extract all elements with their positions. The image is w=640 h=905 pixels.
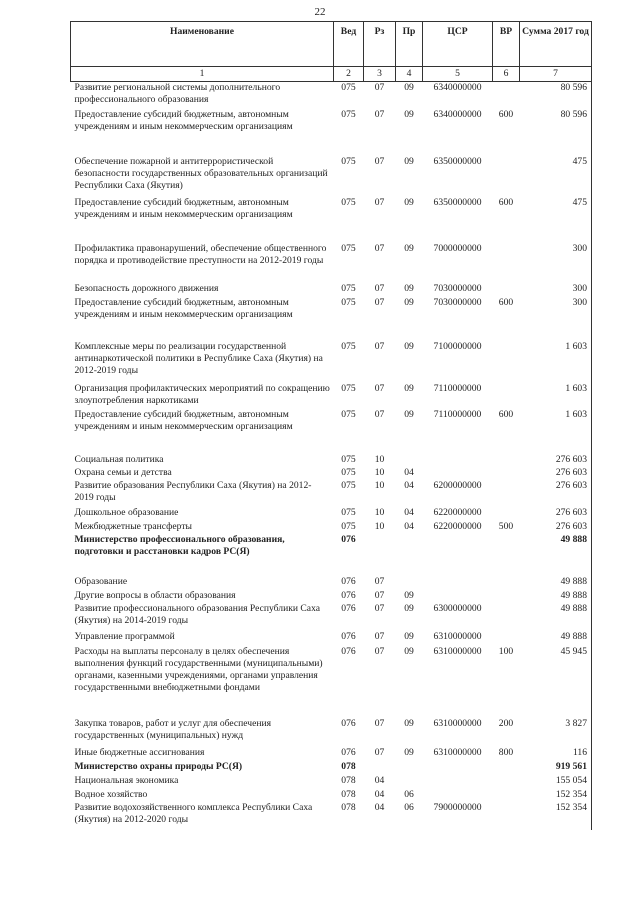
row-ved: 075 xyxy=(341,340,356,352)
row-sum: 155 054 xyxy=(520,775,592,789)
row-vr xyxy=(493,761,520,775)
row-name: Предоставление субсидий бюджетным, автономным учреждениям и иным некоммерческим организациям xyxy=(74,196,293,220)
row-ved: 076 xyxy=(341,533,356,545)
row-vr xyxy=(493,789,520,802)
table-row xyxy=(71,283,592,297)
row-sum: 1 603 xyxy=(520,409,592,454)
row-vr xyxy=(493,534,520,576)
row-pr: 09 xyxy=(404,282,414,294)
row-vr xyxy=(493,507,520,521)
row-rz: 07 xyxy=(374,746,385,758)
table-row xyxy=(71,631,592,646)
row-sum: 1 603 xyxy=(520,341,592,383)
row-ved: 075 xyxy=(341,382,356,394)
row-rz: 07 xyxy=(374,296,385,308)
row-pr: 09 xyxy=(404,296,414,308)
row-rz: 07 xyxy=(374,196,385,208)
header-pr: Пр xyxy=(396,22,423,67)
row-rz: 07 xyxy=(374,340,385,352)
row-pr: 09 xyxy=(404,746,414,758)
row-sum: 80 596 xyxy=(520,109,592,156)
row-csr xyxy=(423,454,493,467)
row-ved: 075 xyxy=(341,108,356,120)
row-rz: 07 xyxy=(374,382,385,394)
row-ved: 075 xyxy=(341,242,356,254)
row-rz: 07 xyxy=(374,242,385,254)
table-row xyxy=(71,761,592,775)
row-ved: 076 xyxy=(341,575,356,587)
row-pr: 04 xyxy=(404,479,414,491)
table-row xyxy=(71,197,592,243)
row-sum: 276 603 xyxy=(520,480,592,507)
row-csr: 7000000000 xyxy=(433,242,482,254)
table-row xyxy=(71,603,592,631)
row-rz xyxy=(364,534,396,576)
header-number: 4 xyxy=(396,67,423,82)
table-row xyxy=(71,507,592,521)
row-sum: 49 888 xyxy=(520,590,592,603)
row-csr xyxy=(423,467,493,480)
row-csr: 7030000000 xyxy=(433,282,482,294)
row-rz xyxy=(364,761,396,775)
header-name: Наименование xyxy=(71,22,334,67)
header-sum: Сумма 2017 год xyxy=(520,22,592,67)
row-name: Охрана семьи и детства xyxy=(74,466,172,478)
table-row xyxy=(71,243,592,283)
row-vr: 200 xyxy=(498,717,514,729)
table-row xyxy=(71,109,592,156)
row-sum: 276 603 xyxy=(520,521,592,534)
row-pr: 09 xyxy=(404,717,414,729)
row-sum: 300 xyxy=(520,297,592,341)
row-csr: 6300000000 xyxy=(433,602,482,614)
row-pr: 09 xyxy=(404,645,414,657)
row-rz: 04 xyxy=(374,774,385,786)
row-csr: 6350000000 xyxy=(433,196,482,208)
table-row xyxy=(71,409,592,454)
row-sum: 49 888 xyxy=(520,631,592,646)
row-ved: 076 xyxy=(341,602,356,614)
row-vr xyxy=(493,631,520,646)
row-name: Министерство охраны природы РС(Я) xyxy=(74,760,243,772)
row-pr: 09 xyxy=(404,155,414,167)
row-vr: 600 xyxy=(498,196,514,208)
table-row xyxy=(71,480,592,507)
row-name: Обеспечение пожарной и антитеррористической безопасности государственных образовательных организаций Республики Саха (Якутия) xyxy=(74,155,328,191)
row-name: Национальная экономика xyxy=(74,774,179,786)
row-rz: 10 xyxy=(374,466,385,478)
table-body xyxy=(71,82,592,830)
row-name: Другие вопросы в области образования xyxy=(74,589,236,601)
row-pr xyxy=(396,454,423,467)
row-rz: 07 xyxy=(374,717,385,729)
row-pr: 09 xyxy=(404,242,414,254)
row-vr: 600 xyxy=(498,108,514,120)
row-name: Безопасность дорожного движения xyxy=(74,282,219,294)
row-pr xyxy=(396,761,423,775)
row-name: Развитие образования Республики Саха (Якутия) на 2012-2019 годы xyxy=(74,479,312,503)
row-ved: 075 xyxy=(341,520,356,532)
row-name: Комплексные меры по реализации государственной антинаркотической политики в Республике Саха (Якутия) на 2012-2019 годы xyxy=(74,340,323,376)
row-rz: 07 xyxy=(374,645,385,657)
row-vr: 600 xyxy=(498,296,514,308)
row-name: Социальная политика xyxy=(74,453,164,465)
row-vr: 100 xyxy=(498,645,514,657)
row-pr: 04 xyxy=(404,466,414,478)
row-vr xyxy=(493,156,520,197)
row-csr: 6340000000 xyxy=(433,108,482,120)
row-vr xyxy=(493,603,520,631)
table-row xyxy=(71,383,592,409)
row-name: Развитие профессионального образования Республики Саха (Якутия) на 2014-2019 годы xyxy=(74,602,320,626)
row-name: Водное хозяйство xyxy=(74,788,148,800)
row-pr: 09 xyxy=(404,382,414,394)
row-csr xyxy=(423,789,493,802)
row-rz: 07 xyxy=(374,630,385,642)
header-number-row xyxy=(71,67,592,82)
row-ved: 075 xyxy=(341,408,356,420)
row-rz: 10 xyxy=(374,479,385,491)
row-rz: 10 xyxy=(374,520,385,532)
row-pr: 06 xyxy=(404,788,414,800)
row-pr: 04 xyxy=(404,520,414,532)
row-vr xyxy=(493,243,520,283)
table-row xyxy=(71,156,592,197)
row-ved: 075 xyxy=(341,296,356,308)
row-name: Закупка товаров, работ и услуг для обеспечения государственных (муниципальных) нужд xyxy=(74,717,272,741)
row-name: Профилактика правонарушений, обеспечение общественного порядка и противодействие преступности на 2012-2019 годы xyxy=(74,242,327,266)
row-rz: 07 xyxy=(374,282,385,294)
row-sum: 919 561 xyxy=(520,761,592,775)
row-sum: 475 xyxy=(520,197,592,243)
row-ved: 075 xyxy=(341,466,356,478)
row-csr: 6310000000 xyxy=(433,717,482,729)
row-csr: 7110000000 xyxy=(433,408,482,420)
row-sum: 300 xyxy=(520,243,592,283)
header-ved: Вед xyxy=(334,22,364,67)
table-row xyxy=(71,297,592,341)
row-name: Предоставление субсидий бюджетным, автономным учреждениям и иным некоммерческим организациям xyxy=(74,408,293,432)
row-pr xyxy=(396,534,423,576)
row-sum: 3 827 xyxy=(520,718,592,747)
row-sum: 49 888 xyxy=(520,576,592,590)
table-row xyxy=(71,454,592,467)
row-csr: 6350000000 xyxy=(433,155,482,167)
budget-table xyxy=(70,21,592,830)
row-pr: 09 xyxy=(404,408,414,420)
row-sum: 300 xyxy=(520,283,592,297)
row-vr xyxy=(493,341,520,383)
row-sum: 152 354 xyxy=(520,789,592,802)
row-rz: 10 xyxy=(374,453,385,465)
row-csr xyxy=(423,775,493,789)
header-number: 1 xyxy=(71,67,334,82)
table-row xyxy=(71,590,592,603)
row-vr xyxy=(493,480,520,507)
row-csr: 6340000000 xyxy=(433,82,482,93)
row-ved: 078 xyxy=(341,760,356,772)
row-sum: 116 xyxy=(520,747,592,761)
row-ved: 076 xyxy=(341,630,356,642)
row-pr: 09 xyxy=(404,602,414,614)
header-number: 6 xyxy=(493,67,520,82)
row-csr xyxy=(423,590,493,603)
row-vr xyxy=(493,454,520,467)
row-ved: 075 xyxy=(341,196,356,208)
row-name: Управление программой xyxy=(74,630,175,642)
row-ved: 075 xyxy=(341,282,356,294)
table-row xyxy=(71,718,592,747)
header-row xyxy=(71,22,592,67)
row-sum: 152 354 xyxy=(520,802,592,830)
row-pr: 09 xyxy=(404,589,414,601)
row-rz: 07 xyxy=(374,155,385,167)
row-csr: 6310000000 xyxy=(433,645,482,657)
table-row xyxy=(71,747,592,761)
row-pr: 09 xyxy=(404,108,414,120)
row-pr: 04 xyxy=(404,506,414,518)
row-vr: 500 xyxy=(498,520,514,532)
row-name: Развитие водохозяйственного комплекса Республики Саха (Якутия) на 2012-2020 годы xyxy=(74,801,313,825)
row-vr xyxy=(493,467,520,480)
row-vr xyxy=(493,383,520,409)
row-ved: 075 xyxy=(341,82,356,93)
header-csr: ЦСР xyxy=(423,22,493,67)
row-sum: 276 603 xyxy=(520,507,592,521)
row-rz: 07 xyxy=(374,82,385,93)
page-number: 22 xyxy=(314,6,326,18)
row-name: Развитие региональной системы дополнительного профессионального образования xyxy=(74,82,281,105)
row-pr xyxy=(396,576,423,590)
row-sum: 49 888 xyxy=(520,603,592,631)
header-number: 2 xyxy=(334,67,364,82)
row-ved: 075 xyxy=(341,453,356,465)
row-ved: 076 xyxy=(341,717,356,729)
table-row xyxy=(71,576,592,590)
row-ved: 075 xyxy=(341,479,356,491)
row-ved: 078 xyxy=(341,788,356,800)
row-csr: 7100000000 xyxy=(433,340,482,352)
table-row xyxy=(71,646,592,718)
row-pr: 09 xyxy=(404,630,414,642)
row-name: Дошкольное образование xyxy=(74,506,179,518)
row-csr xyxy=(423,761,493,775)
row-ved: 075 xyxy=(341,155,356,167)
row-csr: 6200000000 xyxy=(433,479,482,491)
row-pr: 09 xyxy=(404,196,414,208)
row-csr: 6310000000 xyxy=(433,746,482,758)
header-number: 3 xyxy=(364,67,396,82)
row-vr xyxy=(493,802,520,830)
row-csr xyxy=(423,576,493,590)
table-row xyxy=(71,534,592,576)
row-name: Расходы на выплаты персоналу в целях обеспечения выполнения функций государственными (муниципальными) органами, казенными учреждениями, органами управления государственными внебюджетными фондами xyxy=(74,645,323,693)
row-rz: 07 xyxy=(374,602,385,614)
row-name: Предоставление субсидий бюджетным, автономным учреждениям и иным некоммерческим организациям xyxy=(74,296,293,320)
row-csr: 7110000000 xyxy=(433,382,482,394)
row-pr: 09 xyxy=(404,340,414,352)
table-row xyxy=(71,521,592,534)
row-name: Организация профилактических мероприятий по сокращению злоупотребления наркотиками xyxy=(74,382,330,406)
row-name: Образование xyxy=(74,575,128,587)
row-csr: 6220000000 xyxy=(433,520,482,532)
row-rz: 04 xyxy=(374,801,385,813)
row-pr xyxy=(396,775,423,789)
row-ved: 078 xyxy=(341,801,356,813)
row-sum: 49 888 xyxy=(520,534,592,576)
table-row xyxy=(71,82,592,109)
row-vr xyxy=(493,82,520,109)
row-ved: 075 xyxy=(341,506,356,518)
row-pr: 09 xyxy=(404,82,414,93)
header-number: 5 xyxy=(423,67,493,82)
table-row xyxy=(71,789,592,802)
row-sum: 475 xyxy=(520,156,592,197)
table-row xyxy=(71,775,592,789)
row-csr: 6220000000 xyxy=(433,506,482,518)
row-vr xyxy=(493,590,520,603)
header-rz: Рз xyxy=(364,22,396,67)
row-pr: 06 xyxy=(404,801,414,813)
row-name: Министерство профессионального образования, подготовки и расстановки кадров РС(Я) xyxy=(74,533,285,557)
row-sum: 80 596 xyxy=(520,82,592,109)
row-name: Межбюджетные трансферты xyxy=(74,520,192,532)
row-csr xyxy=(423,534,493,576)
row-csr: 6310000000 xyxy=(433,630,482,642)
row-sum: 45 945 xyxy=(520,646,592,718)
row-name: Иные бюджетные ассигнования xyxy=(74,746,205,758)
row-csr: 7030000000 xyxy=(433,296,482,308)
row-name: Предоставление субсидий бюджетным, автономным учреждениям и иным некоммерческим организациям xyxy=(74,108,293,132)
row-vr xyxy=(493,283,520,297)
row-vr: 600 xyxy=(498,408,514,420)
table-row xyxy=(71,802,592,830)
row-ved: 078 xyxy=(341,774,356,786)
row-vr: 800 xyxy=(498,746,514,758)
table-row xyxy=(71,341,592,383)
header-number: 7 xyxy=(520,67,592,82)
row-rz: 04 xyxy=(374,788,385,800)
row-vr xyxy=(493,576,520,590)
row-ved: 076 xyxy=(341,589,356,601)
table-row xyxy=(71,467,592,480)
row-sum: 276 603 xyxy=(520,454,592,467)
row-sum: 276 603 xyxy=(520,467,592,480)
row-ved: 076 xyxy=(341,645,356,657)
row-ved: 076 xyxy=(341,746,356,758)
row-rz: 07 xyxy=(374,589,385,601)
header-vr: ВР xyxy=(493,22,520,67)
row-sum: 1 603 xyxy=(520,383,592,409)
row-vr xyxy=(493,775,520,789)
row-rz: 07 xyxy=(374,575,385,587)
row-csr: 7900000000 xyxy=(433,801,482,813)
row-rz: 10 xyxy=(374,506,385,518)
row-rz: 07 xyxy=(374,408,385,420)
row-rz: 07 xyxy=(374,108,385,120)
